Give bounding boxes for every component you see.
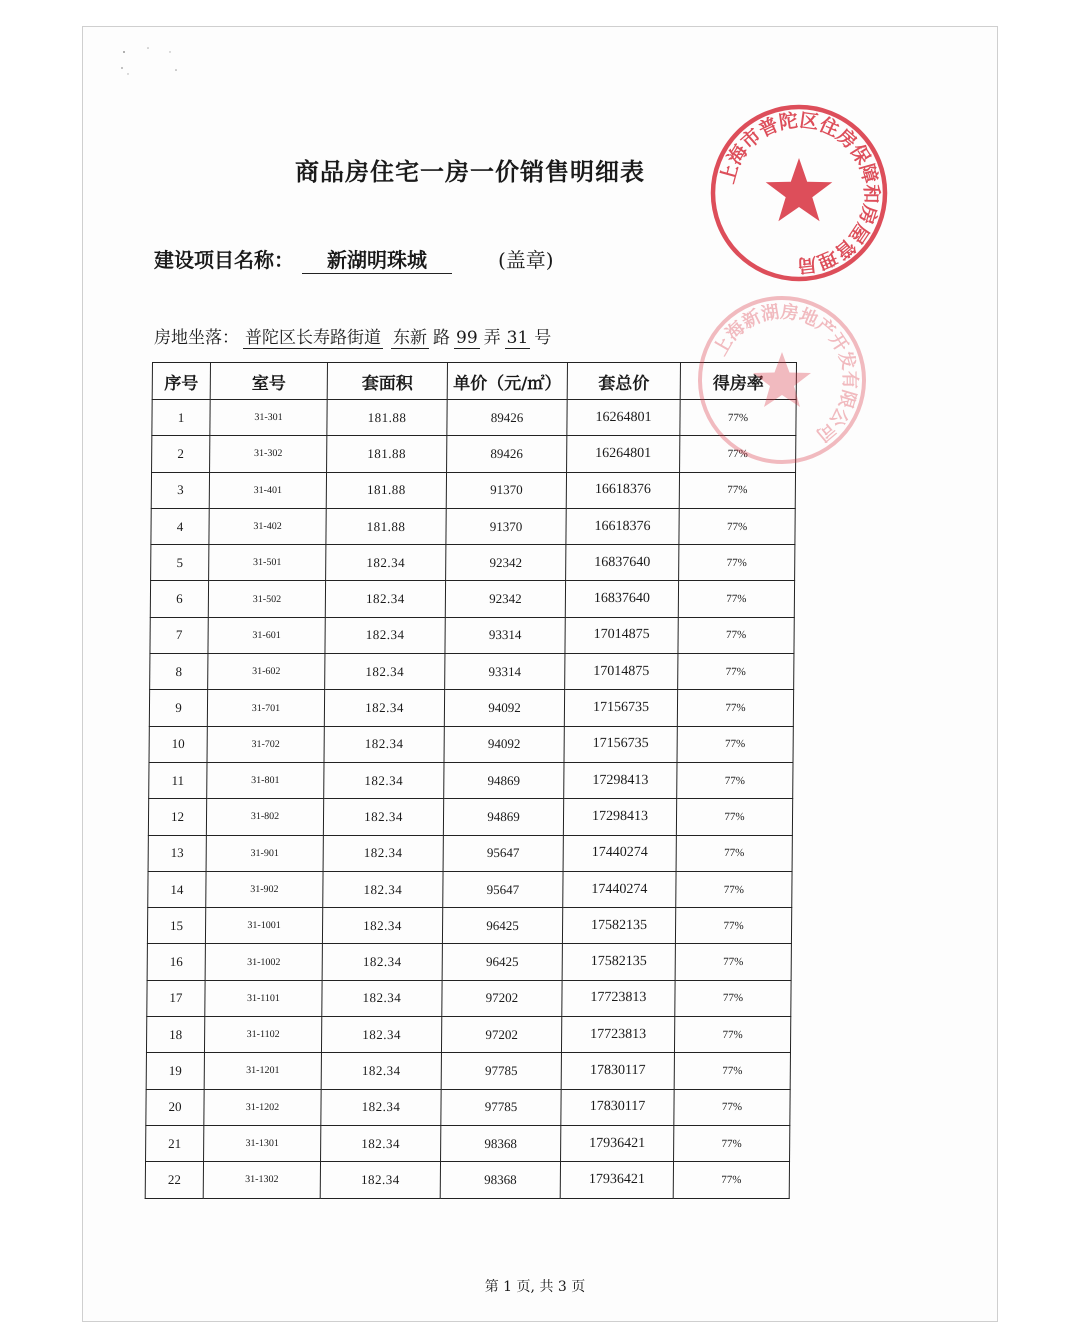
- cell-row-index: 11: [149, 762, 207, 798]
- cell-efficiency-rate: 77%: [680, 436, 796, 472]
- cell-efficiency-rate: 77%: [678, 617, 794, 653]
- cell-room-number: 31-302: [210, 436, 327, 472]
- cell-unit-price: 97202: [441, 1017, 561, 1053]
- table-row: [152, 400, 796, 436]
- cell-room-number: 31-1302: [203, 1162, 320, 1198]
- cell-row-index: 21: [146, 1125, 204, 1161]
- building-number: 31: [506, 328, 529, 348]
- cell-row-index: 2: [152, 436, 210, 472]
- header-unit-price: 单价（元/㎡）: [447, 363, 567, 400]
- cell-area: 182.34: [323, 835, 443, 871]
- cell-total-price: 17440274: [563, 835, 676, 871]
- cell-room-number: 31-801: [207, 762, 324, 798]
- project-name-line: [154, 244, 554, 274]
- cell-row-index: 17: [147, 980, 205, 1016]
- lane-word: 弄: [483, 328, 501, 348]
- cell-efficiency-rate: 77%: [677, 762, 793, 798]
- cell-unit-price: 89426: [447, 436, 567, 472]
- cell-total-price: 16837640: [566, 545, 679, 581]
- table-row: [147, 980, 791, 1016]
- scan-noise: [118, 44, 188, 84]
- cell-area: 182.34: [323, 871, 443, 907]
- header-area: 套面积: [327, 363, 447, 400]
- cell-total-price: 16837640: [565, 581, 678, 617]
- header-index: 序号: [152, 363, 210, 400]
- cell-unit-price: 91370: [446, 508, 566, 544]
- cell-row-index: 9: [149, 690, 207, 726]
- cell-row-index: 4: [151, 508, 209, 544]
- cell-total-price: 17723813: [562, 980, 675, 1016]
- cell-efficiency-rate: 77%: [679, 508, 795, 544]
- cell-efficiency-rate: 77%: [680, 400, 796, 436]
- cell-unit-price: 97202: [442, 980, 562, 1016]
- seal-note: (盖章): [498, 248, 554, 272]
- cell-row-index: 16: [147, 944, 205, 980]
- cell-area: 182.34: [324, 690, 444, 726]
- cell-unit-price: 93314: [445, 617, 565, 653]
- table-row: [151, 472, 795, 508]
- cell-efficiency-rate: 77%: [674, 1017, 790, 1053]
- cell-row-index: 18: [146, 1017, 204, 1053]
- cell-total-price: 16618376: [566, 508, 679, 544]
- cell-row-index: 6: [150, 581, 208, 617]
- seal1-text: 上海市普陀区住房保障和房屋管理局: [716, 109, 883, 277]
- cell-efficiency-rate: 77%: [678, 654, 794, 690]
- address-label: 房地坐落：: [154, 328, 239, 348]
- cell-room-number: 31-701: [207, 690, 324, 726]
- district: 普陀区长寿路街道: [243, 323, 383, 349]
- cell-row-index: 20: [146, 1089, 204, 1125]
- cell-room-number: 31-1202: [204, 1089, 321, 1125]
- cell-room-number: 31-1102: [204, 1017, 321, 1053]
- header-room: 室号: [210, 363, 327, 400]
- cell-area: 182.34: [325, 654, 445, 690]
- cell-total-price: 17440274: [563, 871, 676, 907]
- cell-total-price: 17830117: [561, 1053, 674, 1089]
- table-row: [146, 1089, 790, 1125]
- table-row: [148, 871, 792, 907]
- cell-room-number: 31-802: [206, 799, 323, 835]
- cell-area: 181.88: [326, 508, 446, 544]
- project-label: 建设项目名称：: [154, 248, 294, 272]
- seal2-text: 上海新湖房地产开发有限公司: [709, 301, 861, 446]
- table-row: [152, 436, 796, 472]
- table-row: [146, 1053, 790, 1089]
- cell-total-price: 17014875: [565, 654, 678, 690]
- cell-total-price: 17723813: [561, 1017, 674, 1053]
- cell-total-price: 17014875: [565, 617, 678, 653]
- cell-unit-price: 98368: [440, 1162, 560, 1198]
- header-row: [152, 363, 796, 400]
- cell-efficiency-rate: 77%: [677, 726, 793, 762]
- cell-area: 182.34: [324, 762, 444, 798]
- table-body: [145, 400, 796, 1199]
- table-row: [147, 944, 791, 980]
- cell-row-index: 12: [148, 799, 206, 835]
- table-row: [148, 799, 792, 835]
- cell-efficiency-rate: 77%: [675, 944, 791, 980]
- cell-row-index: 8: [150, 654, 208, 690]
- table-row: [149, 726, 793, 762]
- cell-unit-price: 98368: [441, 1125, 561, 1161]
- cell-area: 181.88: [327, 436, 447, 472]
- cell-total-price: 17830117: [561, 1089, 674, 1125]
- cell-total-price: 17156735: [564, 726, 677, 762]
- cell-area: 182.34: [322, 980, 442, 1016]
- cell-area: 182.34: [321, 1125, 441, 1161]
- cell-total-price: 17298413: [563, 799, 676, 835]
- building-word: 号: [534, 328, 552, 348]
- document-title: 商品房住宅一房一价销售明细表: [295, 157, 645, 186]
- cell-area: 182.34: [321, 1089, 441, 1125]
- cell-unit-price: 89426: [447, 400, 567, 436]
- table-row: [147, 908, 791, 944]
- cell-total-price: 16264801: [567, 436, 680, 472]
- cell-area: 182.34: [325, 581, 445, 617]
- cell-row-index: 1: [152, 400, 210, 436]
- cell-efficiency-rate: 77%: [677, 690, 793, 726]
- cell-unit-price: 97785: [441, 1089, 561, 1125]
- address-line: [154, 323, 551, 349]
- cell-total-price: 17582135: [562, 908, 675, 944]
- cell-room-number: 31-1101: [205, 980, 322, 1016]
- cell-room-number: 31-901: [206, 835, 323, 871]
- cell-area: 182.34: [324, 726, 444, 762]
- cell-total-price: 17936421: [561, 1125, 674, 1161]
- road-name: 东新: [391, 323, 429, 349]
- cell-room-number: 31-502: [208, 581, 325, 617]
- table-row: [151, 545, 795, 581]
- cell-room-number: 31-1002: [205, 944, 322, 980]
- cell-room-number: 31-1301: [204, 1125, 321, 1161]
- table-row: [149, 762, 793, 798]
- cell-row-index: 7: [150, 617, 208, 653]
- cell-room-number: 31-1001: [205, 908, 322, 944]
- cell-efficiency-rate: 77%: [674, 1125, 790, 1161]
- cell-efficiency-rate: 77%: [676, 835, 792, 871]
- table-row: [145, 1162, 789, 1198]
- cell-unit-price: 96425: [442, 944, 562, 980]
- cell-room-number: 31-402: [209, 508, 326, 544]
- cell-unit-price: 92342: [445, 581, 565, 617]
- cell-unit-price: 97785: [441, 1053, 561, 1089]
- cell-area: 182.34: [322, 944, 442, 980]
- cell-row-index: 19: [146, 1053, 204, 1089]
- lane-number: 99: [456, 328, 478, 348]
- cell-efficiency-rate: 77%: [679, 545, 795, 581]
- table-row: [146, 1017, 790, 1053]
- cell-unit-price: 92342: [446, 545, 566, 581]
- cell-total-price: 16264801: [567, 400, 680, 436]
- cell-room-number: 31-902: [206, 871, 323, 907]
- cell-row-index: 15: [147, 908, 205, 944]
- cell-unit-price: 94092: [444, 690, 564, 726]
- cell-row-index: 22: [145, 1162, 203, 1198]
- cell-total-price: 17298413: [564, 762, 677, 798]
- cell-unit-price: 94092: [444, 726, 564, 762]
- cell-unit-price: 94869: [443, 799, 563, 835]
- cell-room-number: 31-702: [207, 726, 324, 762]
- cell-area: 181.88: [326, 472, 446, 508]
- table-row: [150, 581, 794, 617]
- cell-room-number: 31-601: [208, 617, 325, 653]
- header-total-price: 套总价: [567, 363, 680, 400]
- cell-room-number: 31-602: [208, 654, 325, 690]
- cell-efficiency-rate: 77%: [674, 1053, 790, 1089]
- cell-efficiency-rate: 77%: [675, 980, 791, 1016]
- cell-row-index: 14: [148, 871, 206, 907]
- cell-efficiency-rate: 77%: [679, 472, 795, 508]
- price-table: [145, 362, 797, 1199]
- road-word: 路: [433, 328, 450, 348]
- table-row: [148, 835, 792, 871]
- cell-unit-price: 95647: [443, 835, 563, 871]
- table-row: [151, 508, 795, 544]
- table-row: [146, 1125, 790, 1161]
- table-row: [150, 654, 794, 690]
- project-name: 新湖明珠城: [302, 244, 452, 274]
- cell-row-index: 13: [148, 835, 206, 871]
- cell-unit-price: 91370: [446, 472, 566, 508]
- cell-area: 182.34: [326, 545, 446, 581]
- header-efficiency-rate: 得房率: [680, 363, 796, 400]
- cell-efficiency-rate: 77%: [673, 1162, 789, 1198]
- cell-unit-price: 95647: [443, 871, 563, 907]
- cell-area: 182.34: [321, 1017, 441, 1053]
- cell-room-number: 31-1201: [204, 1053, 321, 1089]
- cell-area: 182.34: [322, 908, 442, 944]
- cell-room-number: 31-501: [209, 545, 326, 581]
- cell-area: 182.34: [320, 1162, 440, 1198]
- page-footer: 第 1 页, 共 3 页: [484, 1279, 586, 1295]
- cell-total-price: 17936421: [560, 1162, 673, 1198]
- cell-unit-price: 93314: [445, 654, 565, 690]
- cell-efficiency-rate: 77%: [676, 799, 792, 835]
- cell-row-index: 10: [149, 726, 207, 762]
- cell-total-price: 17156735: [564, 690, 677, 726]
- table-row: [150, 617, 794, 653]
- cell-unit-price: 96425: [442, 908, 562, 944]
- cell-row-index: 3: [151, 472, 209, 508]
- cell-efficiency-rate: 77%: [675, 908, 791, 944]
- cell-efficiency-rate: 77%: [676, 871, 792, 907]
- cell-area: 182.34: [325, 617, 445, 653]
- cell-row-index: 5: [151, 545, 209, 581]
- cell-unit-price: 94869: [444, 762, 564, 798]
- cell-efficiency-rate: 77%: [674, 1089, 790, 1125]
- cell-area: 182.34: [321, 1053, 441, 1089]
- cell-area: 182.34: [323, 799, 443, 835]
- cell-room-number: 31-301: [210, 400, 327, 436]
- table-row: [149, 690, 793, 726]
- cell-area: 181.88: [327, 400, 447, 436]
- cell-efficiency-rate: 77%: [678, 581, 794, 617]
- cell-room-number: 31-401: [209, 472, 326, 508]
- cell-total-price: 16618376: [566, 472, 679, 508]
- cell-total-price: 17582135: [562, 944, 675, 980]
